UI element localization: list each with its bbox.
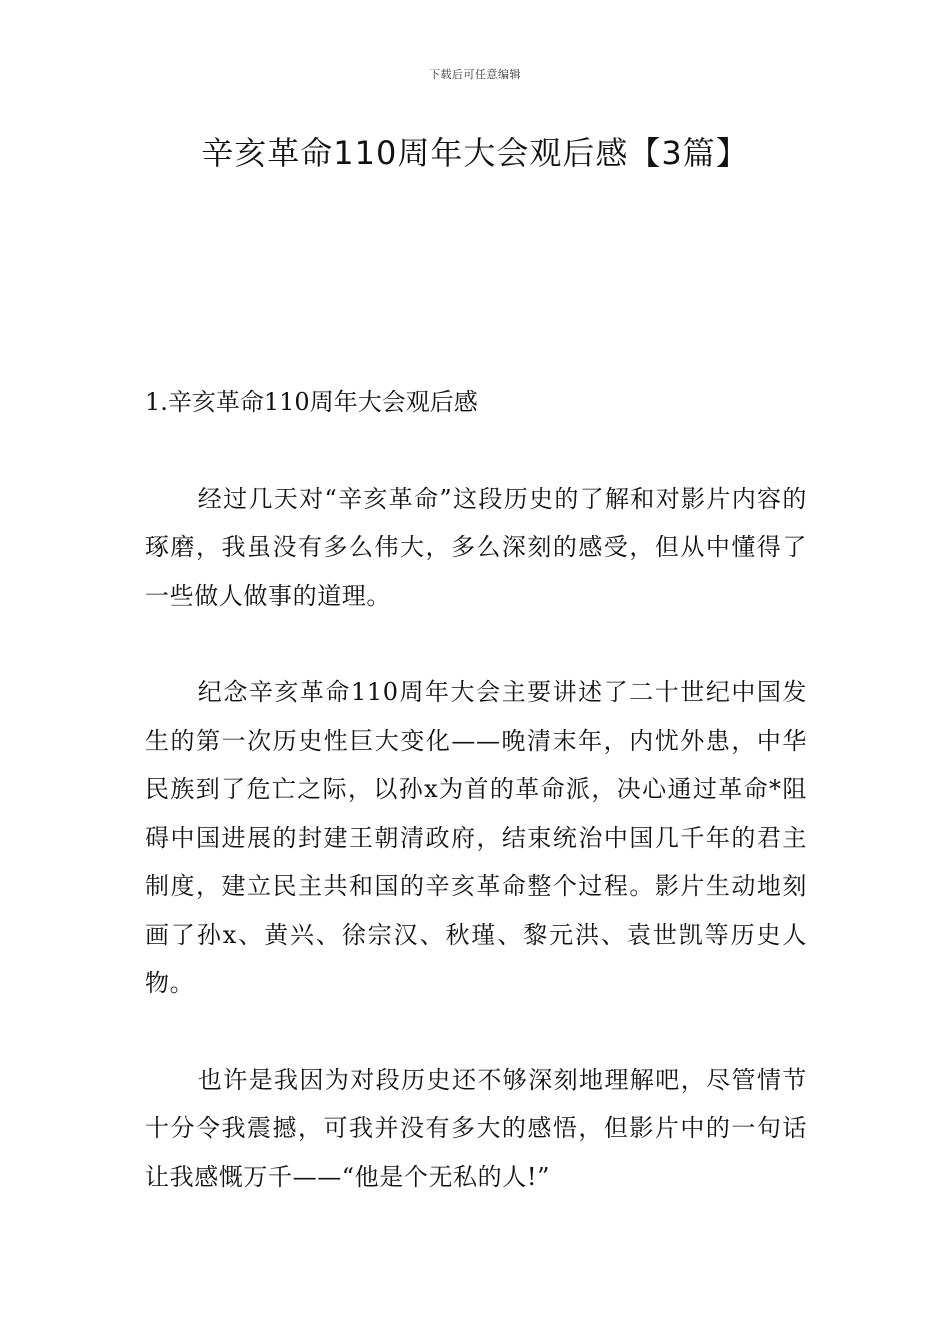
paragraph: 也许是我因为对段历史还不够深刻地理解吧，尽管情节十分令我震撼，可我并没有多大的感悟，但影片中的一句话让我感慨万千——“他是个无私的人!” [145, 1065, 807, 1191]
document-title: 辛亥革命110周年大会观后感【3篇】 [201, 134, 749, 172]
document-body [145, 378, 807, 1249]
section-heading: 1.辛亥革命110周年大会观后感 [145, 388, 478, 416]
paragraph: 纪念辛亥革命110周年大会主要讲述了二十世纪中国发生的第一次历史性巨大变化——晚清末年，内忧外患，中华民族到了危亡之际，以孙x为首的革命派，决心通过革命*阻碍中国进展的封建王朝清政府，结束统治中国几千年的君主制度，建立民主共和国的辛亥革命整个过程。影片生动地刻画了孙x、黄兴、徐宗汉、秋瑾、黎元洪、袁世凯等历史人物。 [145, 678, 807, 997]
paragraph: 经过几天对“辛亥革命”这段历史的了解和对影片内容的琢磨，我虽没有多么伟大，多么深刻的感受，但从中懂得了一些做人做事的道理。 [145, 484, 807, 610]
header-note: 下载后可任意编辑 [429, 68, 521, 81]
